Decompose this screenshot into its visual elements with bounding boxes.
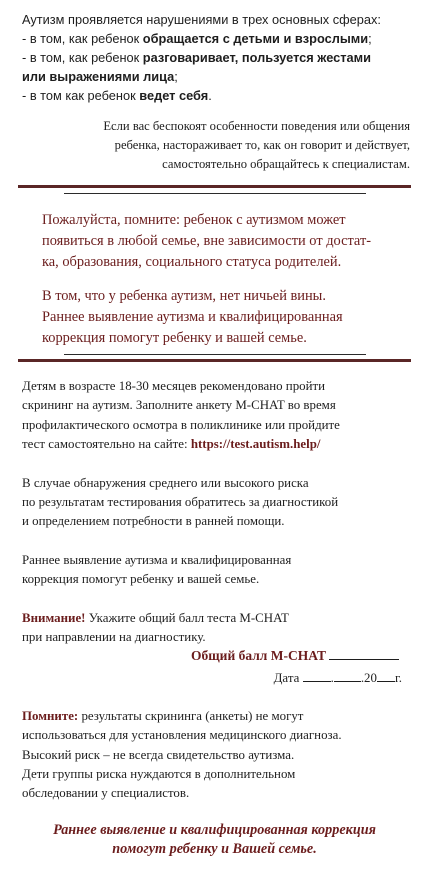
intro-item-communication-bold: обращается с детьми и взрослыми <box>142 31 369 46</box>
intro-section <box>22 10 422 105</box>
score-field <box>191 647 399 664</box>
screening-info <box>22 377 422 667</box>
early-detection-paragraph: Раннее выявление аутизма и квалифицированная коррекция помогут ребенку и вашей семье. <box>22 552 292 587</box>
attention-paragraph: Внимание! Укажите общий балл теста M-CHAT при направлении на диагностику. <box>22 610 289 645</box>
notice-paragraph-1: Пожалуйста, помните: ребенок с аутизмом может появиться в любой семье, вне зависимости от достат- ка, образования, социального статуса родителей. <box>42 212 372 270</box>
date-month-blank[interactable] <box>334 669 361 682</box>
footer-slogan-line-1: Раннее выявление и квалифицированная коррекция <box>53 822 376 838</box>
specialist-note <box>40 117 410 174</box>
screening-paragraph: Детям в возрасте 18-30 месяцев рекомендовано пройти скрининг на аутизм. Заполните анкету M-CHAT во время профилактического осмотра в поликлинике или пройдите тест самостоятельно на сайте: https://test.autism.help/ <box>22 379 340 451</box>
attention-label: Внимание! <box>22 610 86 625</box>
intro-item-speech: - в том, как ребенок разговаривает, пользуется жестами <box>22 50 371 65</box>
divider-top-thick <box>18 185 411 188</box>
date-day-blank[interactable] <box>303 669 331 682</box>
intro-item-behavior: - в том как ребенок ведет себя. <box>22 88 212 103</box>
footer-slogan <box>10 821 419 859</box>
score-label: Общий балл M-CHAT <box>191 648 326 663</box>
date-year-blank[interactable] <box>377 669 395 682</box>
intro-item-speech-cont: или выражениями лица; <box>22 69 178 84</box>
intro-item-speech-bold-2: или выражениями лица <box>22 69 175 84</box>
specialist-note-line-3: самостоятельно обращайтесь к специалистам. <box>162 157 410 171</box>
test-site-link[interactable]: https://test.autism.help/ <box>190 436 321 451</box>
date-field: Дата . .20 г. <box>273 671 402 685</box>
intro-lead: Аутизм проявляется нарушениями в трех основных сферах: <box>22 12 381 27</box>
intro-item-behavior-bold: ведет себя <box>139 88 209 103</box>
divider-bottom-thin <box>64 354 366 355</box>
specialist-note-line-2: ребенка, настораживает то, как он говорит и действует, <box>114 138 410 152</box>
remember-block: Помните: результаты скрининга (анкеты) не могут использоваться для установления медицинского диагноза. Высокий риск – не всегда свидетельство аутизма. Дети группы риска нуждаются в дополнительном обследовании у специалистов. <box>22 709 342 801</box>
divider-bottom-thick <box>18 359 411 362</box>
specialist-note-line-1: Если вас беспокоят особенности поведения или общения <box>103 119 410 133</box>
intro-item-communication: - в том, как ребенок обращается с детьми и взрослыми; <box>22 31 372 46</box>
remember-label: Помните: <box>22 709 79 723</box>
notice-paragraph-2: В том, что у ребенка аутизм, нет ничьей вины. Раннее выявление аутизма и квалифицированная коррекция помогут ребенку и вашей семье. <box>42 288 343 346</box>
intro-item-speech-bold-1: разговаривает, пользуется жестами <box>142 50 371 65</box>
footer-slogan-line-2: помогут ребенку и Вашей семье. <box>112 841 317 857</box>
notice-block <box>42 210 412 362</box>
risk-paragraph: В случае обнаружения среднего или высокого риска по результатам тестирования обратитесь за диагностикой и определением потребности в ранней помощи. <box>22 475 339 529</box>
score-blank[interactable] <box>329 647 399 660</box>
divider-top-thin <box>64 193 366 194</box>
date-label: Дата <box>273 671 300 685</box>
